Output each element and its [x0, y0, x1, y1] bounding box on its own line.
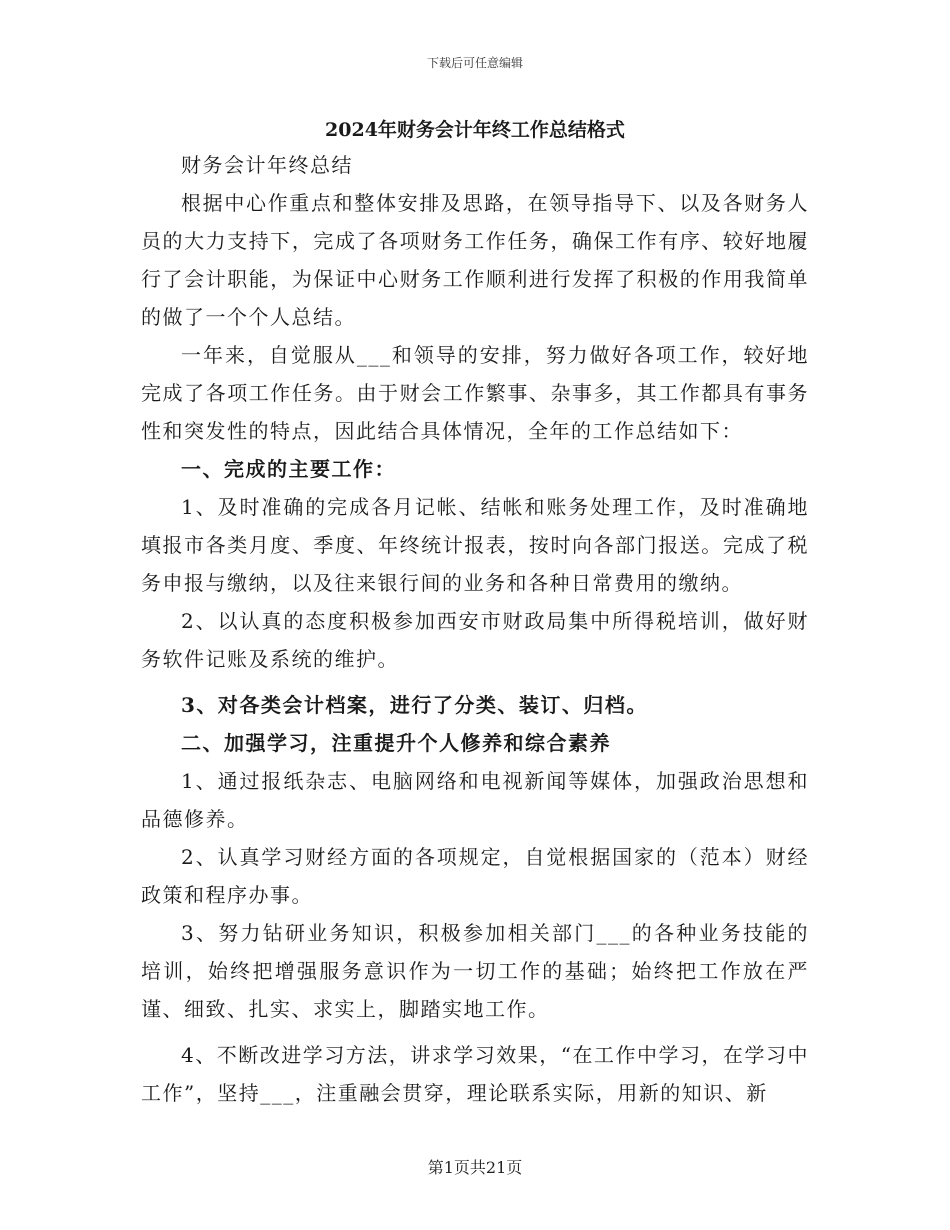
section-heading: 3、对各类会计档案，进行了分类、装订、归档。 [181, 693, 648, 717]
paragraph: 2、以认真的态度积极参加西安市财政局集中所得税培训，做好财务软件记账及系统的维护。 [141, 609, 809, 671]
paragraph: 3、努力钻研业务知识，积极参加相关部门___的各种业务技能的培训，始终把增强服务意识作为一切工作的基础；始终把工作放在严谨、细致、扎实、求实上，脚踏实地工作。 [141, 921, 809, 1021]
section-heading: 二、加强学习，注重提升个人修养和综合素养 [181, 731, 611, 755]
document-body [141, 146, 809, 1112]
paragraph: 一年来，自觉服从___和领导的安排，努力做好各项工作，较好地完成了各项工作任务。由于财会工作繁事、杂事多，其工作都具有事务性和突发性的特点，因此结合具体情况，全年的工作总结如下： [141, 343, 809, 443]
paragraph: 1、通过报纸杂志、电脑网络和电视新闻等媒体，加强政治思想和品德修养。 [141, 769, 809, 831]
paragraph: 根据中心作重点和整体安排及思路，在领导指导下、以及各财务人员的大力支持下，完成了各项财务工作任务，确保工作有序、较好地履行了会计职能，为保证中心财务工作顺利进行发挥了积极的作用我简单的做了一个个人总结。 [141, 191, 809, 329]
document-title: 2024年财务会计年终工作总结格式 [325, 119, 625, 141]
section-heading: 一、完成的主要工作： [181, 457, 396, 481]
header-note: 下载后可任意编辑 [426, 56, 523, 70]
paragraph: 2、认真学习财经方面的各项规定，自觉根据国家的（范本）财经政策和程序办事。 [141, 845, 809, 907]
paragraph: 1、及时准确的完成各月记帐、结帐和账务处理工作，及时准确地填报市各类月度、季度、年终统计报表，按时向各部门报送。完成了税务申报与缴纳，以及往来银行间的业务和各种日常费用的缴纳。 [141, 495, 809, 595]
page-number-footer: 第1页共21页 [427, 1158, 523, 1177]
paragraph: 4、不断改进学习方法，讲求学习效果，“在工作中学习，在学习中工作”，坚持___，注重融会贯穿，理论联系实际，用新的知识、新 [141, 1043, 809, 1105]
paragraph-subtitle: 财务会计年终总结 [181, 153, 353, 177]
